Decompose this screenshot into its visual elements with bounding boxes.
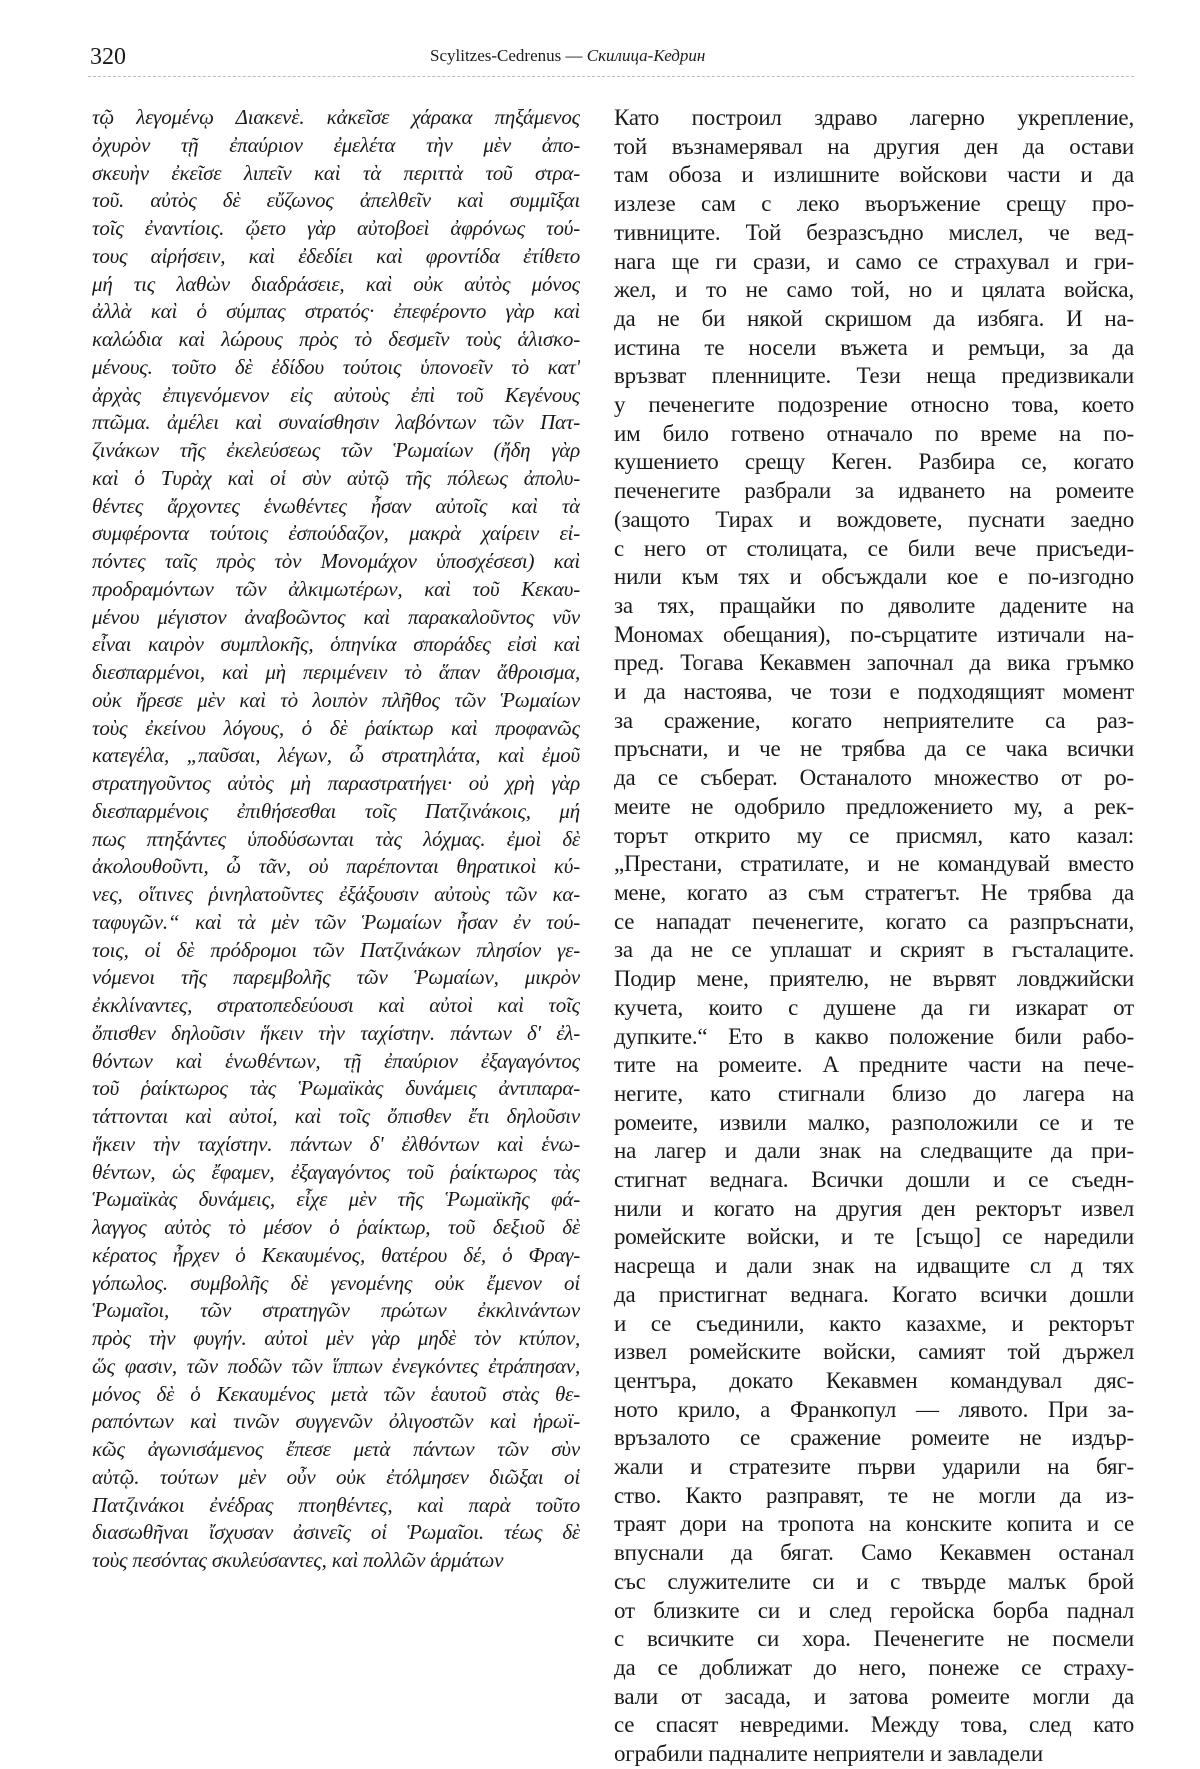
bulgarian-text-line: впуснали да бягат. Само Кекавмен останал: [614, 1540, 1134, 1566]
bulgarian-text-line: „Престани, стратилате, и не командувай вместо: [614, 851, 1134, 877]
bulgarian-text-line: ромейските войски, и те [също] се наредили: [614, 1224, 1134, 1250]
greek-text-line: κῶς ἀγωνισάμενος ἔπεσε μετὰ πάντων τῶν σὺν: [92, 1437, 580, 1461]
bulgarian-text-line: връзват пленниците. Тези неща предизвикали: [614, 363, 1134, 389]
bulgarian-text-line: да не би някой скришом да избяга. И на-: [614, 305, 1134, 331]
bulgarian-text-line: (защото Тирах и вождовете, пуснати заедно: [614, 506, 1134, 532]
greek-text-line: καλώδια καὶ λώρους πρὸς τὸ δεσμεῖν τοὺς ἁλισκο-: [92, 327, 580, 351]
bulgarian-text-line: Мономах обещания), по-сърцатите изтичали на-: [614, 621, 1134, 647]
greek-text-line: τοις, οἱ δὲ πρόδρομοι τῶν Πατζινάκων πλησίον γε-: [92, 937, 580, 962]
greek-text-line: τοὺς πεσόντας σκυλεύσαντες, καὶ πολλῶν ἁρμάτων: [92, 1548, 504, 1572]
bulgarian-text-line: ното крило, а Франкопул — лявото. При за-: [614, 1396, 1134, 1422]
bulgarian-text-line: кушението срещу Кеген. Разбира се, когато: [614, 449, 1134, 475]
greek-text-line: τοῦ. αὐτὸς δὲ εὔζωνος ἀπελθεῖν καὶ συμμῖξαι: [92, 188, 580, 213]
bulgarian-text-line: той възнамерявал на другия ден да остави: [614, 133, 1134, 159]
bulgarian-text-line: връзалото се сражение ромеите не издър-: [614, 1425, 1134, 1451]
bulgarian-text-line: нили към тях и обсъждали кое е по-изгодно: [614, 564, 1134, 590]
bulgarian-text-line: у печенегите подозрение относно това, което: [614, 392, 1134, 418]
running-title-separator: —: [565, 46, 583, 65]
greek-text-line: Ῥωμαῖοι, τῶν στρατηγῶν πρώτων ἐκκλινάντων: [92, 1298, 580, 1323]
bulgarian-text-line: жел, и то не само той, но и цялата войска,: [614, 277, 1134, 303]
bulgarian-text-line: нага ще ги срази, и само се страхувал и гри-: [614, 248, 1134, 274]
greek-text-line: ραπόντων καὶ τινῶν συγγενῶν ὀλιγοστῶν καὶ ἡρωϊ-: [92, 1409, 580, 1434]
greek-text-line: τῷ λεγομένῳ Διακενὲ. κἀκεῖσε χάρακα πηξάμενος: [92, 105, 580, 129]
bulgarian-text-line: траят дори на тропота на конските копита и се: [614, 1511, 1134, 1537]
bulgarian-text-line: торът открито му се присмял, като казал:: [614, 822, 1134, 848]
greek-text-line: θόντων καὶ ἑνωθέντων, τῇ ἐπαύριον ἐξαγαγόντος: [92, 1048, 580, 1073]
greek-text-line: τάττονται καὶ αὐτοί, καὶ τοῖς ὄπισθεν ἔτι δηλοῦσιν: [92, 1104, 580, 1128]
greek-text-line: ζινάκων τῆς ἐκελεύσεως τῶν Ῥωμαίων (ἤδη γὰρ: [92, 438, 580, 462]
greek-text-line: εἶναι καιρὸν συμπλοκῆς, ὁπηνίκα σποράδες εἰσὶ καὶ: [92, 632, 580, 657]
bulgarian-text-line: се спасят невредими. Между това, след като: [614, 1712, 1134, 1738]
greek-text-line: τοῦ ῥαίκτωρος τὰς Ῥωμαϊκὰς δυνάμεις ἀντιπαρα-: [92, 1076, 580, 1101]
bulgarian-text-line: да се съберат. Останалото множество от ро-: [614, 765, 1134, 791]
bulgarian-text-line: жали и стратезите първи ударили на бяг-: [614, 1454, 1134, 1480]
greek-text-line: νόμενοι τῆς παρεμβολῆς τῶν Ῥωμαίων, μικρὸν: [92, 965, 580, 990]
running-title-latin: Scylitzes-Cedrenus: [430, 46, 562, 65]
bulgarian-text-line: Като построил здраво лагерно укрепление,: [614, 105, 1134, 130]
bulgarian-text-line: да пристигнат веднага. Когато всички дошли: [614, 1281, 1134, 1307]
bulgarian-text-line: пред. Тогава Кекавмен започнал да вика гръмко: [614, 650, 1134, 676]
bulgarian-text-line: Подир мене, приятелю, не вървят ловджийски: [614, 966, 1134, 992]
greek-text-line: προδραμόντων τῶν ἀλκιμωτέρων, καὶ τοῦ Κεκαυ-: [92, 576, 580, 601]
greek-text-line: σκευὴν ἐκεῖσε λιπεῖν καὶ τὰ περιττὰ τοῦ στρα-: [92, 160, 580, 185]
bulgarian-text-line: с него от столицата, се били вече присъеди-: [614, 535, 1134, 561]
bulgarian-text-line: насреща и дали знак на идващите сл д тях: [614, 1253, 1134, 1279]
header-rule: [88, 76, 1134, 77]
bulgarian-text-line: излезе сам с леко въоръжение срещу про-: [614, 191, 1134, 217]
greek-text-line: λαγγος αὐτὸς τὸ μέσον ὁ ῥαίκτωρ, τοῦ δεξιοῦ δὲ: [92, 1215, 580, 1239]
greek-text-line: τοὺς ἐκείνου λόγους, ὁ δὲ ῥαίκτωρ καὶ προφανῶς: [92, 715, 580, 740]
bulgarian-text-line: и да настоява, че този е подходящият момент: [614, 679, 1134, 705]
greek-text-line: ταφυγῶν.“ καὶ τὰ μὲν τῶν Ῥωμαίων ἦσαν ἐν τού-: [92, 909, 580, 934]
running-title-cyrillic: Скилица-Кедрин: [586, 46, 706, 65]
bulgarian-text-line: тивниците. Той безразсъдно мислел, че вед-: [614, 219, 1134, 245]
bulgarian-text-line: ограбили падналите неприятели и завладели: [614, 1741, 1044, 1767]
greek-text-line: ὥς φασιν, τῶν ποδῶν τῶν ἵππων ἐνεγκόντες ἐτράπησαν,: [92, 1353, 580, 1378]
bulgarian-text-line: негите, като стигнали близо до лагера на: [614, 1080, 1134, 1106]
greek-text-line: συμφέροντα τούτοις ἐσπούδαζον, μακρὰ χαίρειν εἰ-: [92, 521, 580, 546]
bulgarian-text-line: ромеите, извили малко, разположили се и те: [614, 1109, 1134, 1135]
bulgarian-text-line: за тях, пращайки по дяволите дадените на: [614, 592, 1134, 618]
greek-text-line: μόνος δὲ ὁ Κεκαυμένος μετὰ τῶν ἑαυτοῦ στὰς θε-: [92, 1381, 580, 1406]
greek-text-line: διεσπαρμένοι, καὶ μὴ περιμένειν τὸ ἅπαν ἄθροισμα,: [92, 660, 580, 684]
greek-text-line: νες, οἵτινες ῥινηλατοῦντες ἐξάξουσιν αὐτοὺς τῶν κα-: [92, 882, 580, 906]
bulgarian-text-line: за да не се уплашат и скрият в гъсталаците.: [614, 937, 1134, 963]
bulgarian-text-line: мене, когато аз съм стратегът. Не трябва да: [614, 879, 1134, 905]
bulgarian-text-line: стигнат веднага. Всички дошли и се съедн-: [614, 1167, 1134, 1193]
bulgarian-text-line: от близките си и след геройска борба паднал: [614, 1597, 1134, 1623]
greek-text-line: θέντων, ὡς ἔφαμεν, ἐξαγαγόντος τοῦ ῥαίκτωρος τὰς: [92, 1159, 580, 1184]
page-number: 320: [90, 44, 126, 70]
running-header: [430, 46, 705, 66]
bulgarian-text-line: на лагер и дали знак на следващите да при-: [614, 1138, 1134, 1164]
bulgarian-text-line: извел ромейските войски, самият той държел: [614, 1339, 1134, 1365]
bulgarian-text-line: пръснати, и че не трябва да се чака всички: [614, 736, 1134, 762]
greek-text-line: αὐτῷ. τούτων μὲν οὖν οὐκ ἐτόλμησεν διῶξαι οἱ: [92, 1464, 580, 1489]
bulgarian-text-line: истина те носели въжета и ремъци, за да: [614, 334, 1134, 360]
greek-text-line: διασωθῆναι ἴσχυσαν ἀσινεῖς οἱ Ῥωμαῖοι. τέως δὲ: [92, 1520, 580, 1545]
bulgarian-text-line: с всичките си хора. Печенегите не посмели: [614, 1626, 1134, 1652]
bulgarian-text-line: да се доближат до него, понеже се страху-: [614, 1654, 1134, 1680]
bulgarian-text-line: вали от засада, и затова ромеите могли да: [614, 1683, 1134, 1709]
bulgarian-text-line: печенегите разбрали за идването на ромеите: [614, 478, 1134, 504]
bulgarian-text-line: ство. Както разправят, те не могли да из-: [614, 1482, 1134, 1508]
greek-text-line: διεσπαρμένοις ἐπιθήσεσθαι τοῖς Πατζινάκοις, μή: [92, 798, 580, 823]
greek-text-line: γόπωλος. συμβολῆς δὲ γενομένης οὐκ ἔμενον οἱ: [92, 1270, 580, 1295]
greek-text-line: πτῶμα. ἀμέλει καὶ συναίσθησιν λαβόντων τῶν Πατ-: [92, 410, 580, 435]
greek-text-line: ἀρχὰς ἐπιγενόμενον εἰς αὐτοὺς ἐπὶ τοῦ Κεγένους: [92, 382, 580, 407]
bulgarian-text-line: нили и когато на другия ден ректорът извел: [614, 1195, 1134, 1221]
greek-text-line: ἀκολουθοῦντι, ὦ τᾶν, οὐ παρέπονται θηρατικοὶ κύ-: [92, 854, 580, 879]
greek-text-line: Πατζινάκοι ἐνέδρας πτοηθέντες, καὶ παρὰ τοῦτο: [92, 1492, 580, 1517]
bulgarian-text-line: меите не одобрило предложението му, а рек-: [614, 793, 1134, 819]
greek-text-line: ἥκειν τὴν ταχίστην. πάντων δ' ἐλθόντων καὶ ἑνω-: [92, 1131, 580, 1156]
greek-text-line: ὄπισθεν δηλοῦσιν ἥκειν τὴν ταχίστην. πάντων δ' ἐλ-: [92, 1020, 580, 1045]
bulgarian-text-line: дупките.“ Ето в какво положение били рабо-: [614, 1023, 1134, 1049]
greek-text-line: θέντες ἄρχοντες ἑνωθέντες ἦσαν αὐτοῖς καὶ τὰ: [92, 493, 580, 518]
greek-text-line: ὀχυρὸν τῇ ἐπαύριον ἐμελέτα τὴν μὲν ἀπο-: [92, 132, 580, 157]
bulgarian-text-line: и се съединили, както казахме, и ректорът: [614, 1310, 1134, 1336]
greek-text-line: ἐκκλίναντες, στρατοπεδεύουσι καὶ αὐτοὶ καὶ τοῖς: [92, 993, 580, 1017]
greek-text-line: πόντες ταῖς πρὸς τὸν Μονομάχον ὑποσχέσεσι) καὶ: [92, 549, 580, 573]
greek-text-line: οὐκ ἤρεσε μὲν καὶ τὸ λοιπὸν πλῆθος τῶν Ῥωμαίων: [92, 687, 580, 712]
greek-text-line: πρὸς τὴν φυγήν. αὐτοὶ μὲν γὰρ μηδὲ τὸν κτύπον,: [92, 1326, 580, 1350]
greek-text-column: [92, 104, 580, 1575]
bulgarian-text-line: тите на ромеите. А предните части на пече-: [614, 1052, 1134, 1078]
bulgarian-text-line: за сражение, когато неприятелите са раз-: [614, 707, 1134, 733]
bulgarian-translation-column: [614, 104, 1134, 1769]
greek-text-line: μή τις λαθὼν διαδράσειε, καὶ οὐκ αὐτὸς μόνος: [92, 271, 580, 296]
bulgarian-text-line: кучета, които с душене да ги изкарат от: [614, 994, 1134, 1020]
greek-text-line: τους αἱρήσειν, καὶ ἐδεδίει καὶ φροντίδα ἐτίθετο: [92, 243, 580, 268]
greek-text-line: κέρατος ἦρχεν ὁ Κεκαυμένος, θατέρου δέ, ὁ Φραγ-: [92, 1242, 580, 1267]
greek-text-line: πως πτηξάντες ὑποδύσωνται τὰς λόχμας. ἐμοὶ δὲ: [92, 826, 580, 851]
greek-text-line: στρατηγοῦντος αὐτὸς μὴ παραστρατήγει· οὐ χρὴ γὰρ: [92, 771, 580, 795]
greek-text-line: τοῖς ἐναντίοις. ᾤετο γὰρ αὐτοβοεὶ ἀφρόνως τού-: [92, 216, 580, 240]
bulgarian-text-line: там обоза и излишните войскови части и да: [614, 162, 1134, 188]
greek-text-line: ἀλλὰ καὶ ὁ σύμπας στρατός· ἐπεφέροντο γὰρ καὶ: [92, 299, 580, 324]
greek-text-line: κατεγέλα, „παῦσαι, λέγων, ὦ στρατηλάτα, καὶ ἐμοῦ: [92, 743, 580, 768]
greek-text-line: μένου μέγιστον ἀναβοῶντος καὶ παρακαλοῦντος νῦν: [92, 604, 580, 629]
greek-text-line: μένους. τοῦτο δὲ ἐδίδου τούτοις ὑπονοεῖν τὸ κατ': [92, 354, 580, 379]
bulgarian-text-line: центъра, докато Кекавмен командувал дяс-: [614, 1367, 1134, 1393]
bulgarian-text-line: им било готвено отначало по време на по-: [614, 420, 1134, 446]
bulgarian-text-line: със служителите си и с твърде малък брой: [614, 1568, 1134, 1594]
bulgarian-text-line: се нападат печенегите, когато са разпръснати,: [614, 908, 1134, 934]
greek-text-line: Ῥωμαϊκὰς δυνάμεις, εἶχε μὲν τῆς Ῥωμαϊκῆς φά-: [92, 1187, 580, 1212]
greek-text-line: καὶ ὁ Τυρὰχ καὶ οἱ σὺν αὐτῷ τῆς πόλεως ἀπολυ-: [92, 465, 580, 490]
